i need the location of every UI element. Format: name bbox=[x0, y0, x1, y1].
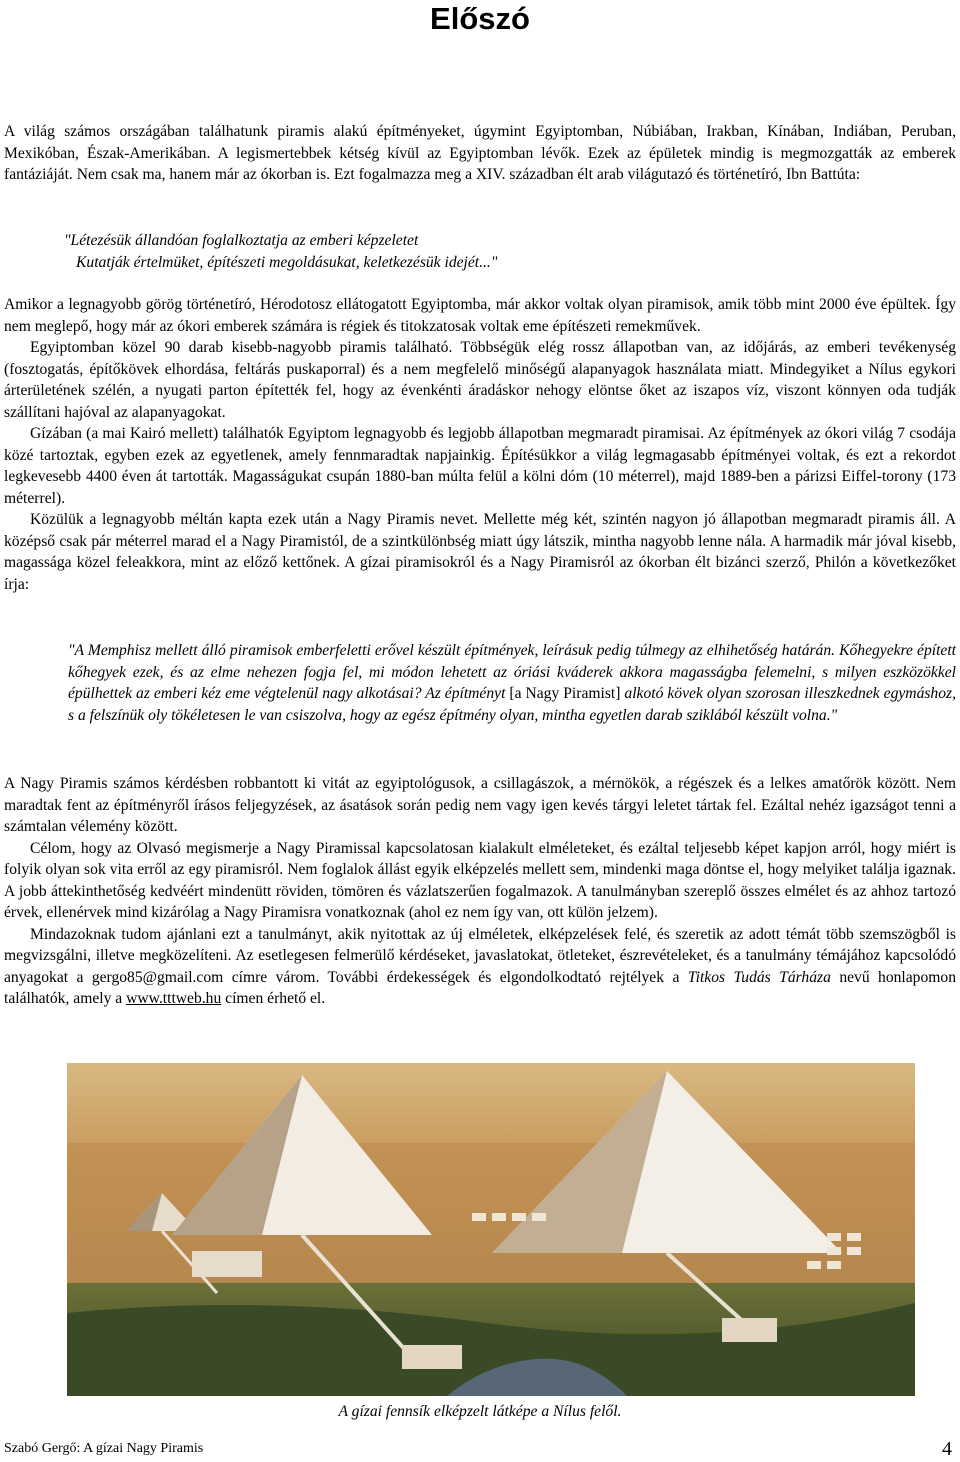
battuta-quote bbox=[64, 230, 944, 273]
intro-paragraph: A világ számos országában találhatunk piramis alakú építményeket, úgymint Egyiptomban, Núbiában, Irakban, Kínában, Indiában, Peruban, Mexikóban, Észak-Amerikában. A legismertebbek kétség kívül az Egyiptomban lévők. Ezek az épületek mindig is megmozgatták az emberek fantáziáját. Nem csak ma, hanem már az ókorban is. Ezt fogalmazza meg a XIV. században élt arab világutazó és történetíró, Ibn Battúta: bbox=[4, 123, 956, 183]
giza-plateau-image bbox=[67, 1063, 915, 1396]
page-number: 4 bbox=[942, 1438, 952, 1460]
paragraph: Amikor a legnagyobb görög történetíró, Hérodotosz ellátogatott Egyiptomba, már akkor voltak olyan piramisok, amik több mint 2000 éve épültek. Így nem meglepő, hogy már az ókori emberek számára is régiek és titokzatosak voltak eme építészeti remekművek. bbox=[4, 296, 956, 335]
body-section-1 bbox=[4, 294, 956, 595]
paragraph: Egyiptomban közel 90 darab kisebb-nagyobb piramis található. Többségük elég rossz állapotban van, az időjárás, az emberi tevékenység (fosztogatás, építőkövek elhordása, feltárás puskaporral) és a nem megfelelő minőségű alapanyagok használata miatt. Mindegyiket a Nílus egykori árterületének szélén, a nyugati parton építették fel, hogy az évenkénti áradáskor nehogy elöntse őket az iszapos víz, viszont könnyen oda tudják szállítani hajóval az alapanyagokat. bbox=[4, 339, 956, 421]
paragraph-text: nevű honlapomon találhatók, amely a bbox=[4, 968, 957, 1007]
website-link[interactable]: www.tttweb.hu bbox=[126, 990, 222, 1007]
quote-text: alkotó kövek olyan szorosan illeszkednek egymáshoz, s a felszínük oly tökéletesen le van csiszolva, hogy az egész építmény olyan, mintha egyetlen darab sziklából készült volna." bbox=[68, 685, 956, 724]
paragraph-text: Mindazoknak tudom ajánlani ezt a tanulmányt, akik nyitottak az új elméletek, elképzelések felé, és szeretik az adott témát több szemszögből is megvizsgálni, illetve megközelíteni. Az esetlegesen felmerülő kérdéseket, javaslatokat, ötleteket, észrevételeket, és a tanulmány témájához kapcsolódó anyagokat a gergo85@gmail.com címre várom. További érdekességek és elgondolkodtató rejtélyek a bbox=[4, 925, 956, 986]
caption-text: A gízai fennsík elképzelt látképe a Nílus felől. bbox=[338, 1403, 622, 1420]
footer-author-title: Szabó Gergő: A gízai Nagy Piramis bbox=[4, 1441, 204, 1456]
body-section-2 bbox=[4, 773, 956, 1010]
paragraph-text: címen érhető el. bbox=[225, 990, 326, 1007]
paragraph: Közülük a legnagyobb méltán kapta ezek után a Nagy Piramis nevet. Mellette még két, szintén nagyon jó állapotban megmaradt piramis áll. A középső csak pár méterrel marad el a Nagy Piramistól, de a szintkülönbség miatt úgy látszik, mintha nagyobb lenne nála. A harmadik már jóval kisebb, magassága közel feleakkora, mint az előző kettőnek. A gízai piramisokról és a Nagy Piramisról az ókorban élt bizánci szerző, Philón a következőket írja: bbox=[4, 511, 956, 593]
image-caption bbox=[0, 1402, 960, 1422]
quote-line: Kutatják értelmüket, építészeti megoldásukat, keletkezésük idejét..." bbox=[76, 253, 498, 271]
paragraph: Célom, hogy az Olvasó megismerje a Nagy Piramissal kapcsolatosan kialakult elméleteket, és ezáltal teljesebb képet kapjon arról, hogy miért is folyik olyan sok vita erről az egy piramisról. Nem foglalok állást egyik elképzelés mellett sem, mindenki maga döntse el, hogy melyiket találja igaznak. A jobb áttekinthetőség kedvéért mindenütt röviden, tömören és vázlatszerűen fogalmazok. A tanulmányban szereplő összes elmélet és az ahhoz tartozó érvek, ellenérvek mind kizárólag a Nagy Piramisra vonatkoznak (ahol ez nem így van, ott külön jelzem). bbox=[4, 839, 956, 921]
paragraph: A Nagy Piramis számos kérdésben robbantott ki vitát az egyiptológusok, a csillagászok, a mérnökök, a régészek és a lelkes amatőrök között. Nem maradtak fent az építményről írásos feljegyzések, az ásatások során pedig nem vagy igen kevés tárgyi leletet tártak fel. Ezáltal nehéz igazságot tenni a számtalan vélemény között. bbox=[4, 775, 956, 835]
quote-line: "Létezésük állandóan foglalkoztatja az emberi képzeletet bbox=[64, 232, 419, 249]
giza-illustration bbox=[67, 1063, 915, 1396]
philon-quote bbox=[68, 640, 956, 726]
quote-insert: [a Nagy Piramist] bbox=[509, 685, 621, 702]
paragraph: Gízában (a mai Kairó mellett) találhatók Egyiptom legnagyobb és legjobb állapotban megmaradt piramisai. Az építmények az ókori világ 7 csodája közé tartoztak, egyben ezek az egyetlenek, amely fennmaradtak napjainkig. Építésükkor a világ legmagasabb építményei voltak, és ezt a rekordot legkevesebb 4400 éven át tartották. Magasságukat csupán 1880-ban múlta felül a kölni dóm (10 méterrel), majd 1889-ben a párizsi Eiffel-torony (173 méterrel). bbox=[4, 425, 956, 507]
paragraph bbox=[4, 924, 956, 1010]
page-title: Előszó bbox=[430, 1, 530, 36]
site-name: Titkos Tudás Tárháza bbox=[687, 968, 831, 986]
quote-text: "A Memphisz mellett álló piramisok emberfeletti erővel készült építmények, leírásuk pedig túlmegy az elhihetőség határán. Kőhegyekre épített kőhegyek ezek, és az elme nehezen fogja fel, mi módon lehetett az óriási kváderek akkora magasságba felemelni, s milyen eszközökkel épülhettek az emberi kéz eme végtelenül nagy alkotásai? Az építményt bbox=[68, 642, 956, 702]
